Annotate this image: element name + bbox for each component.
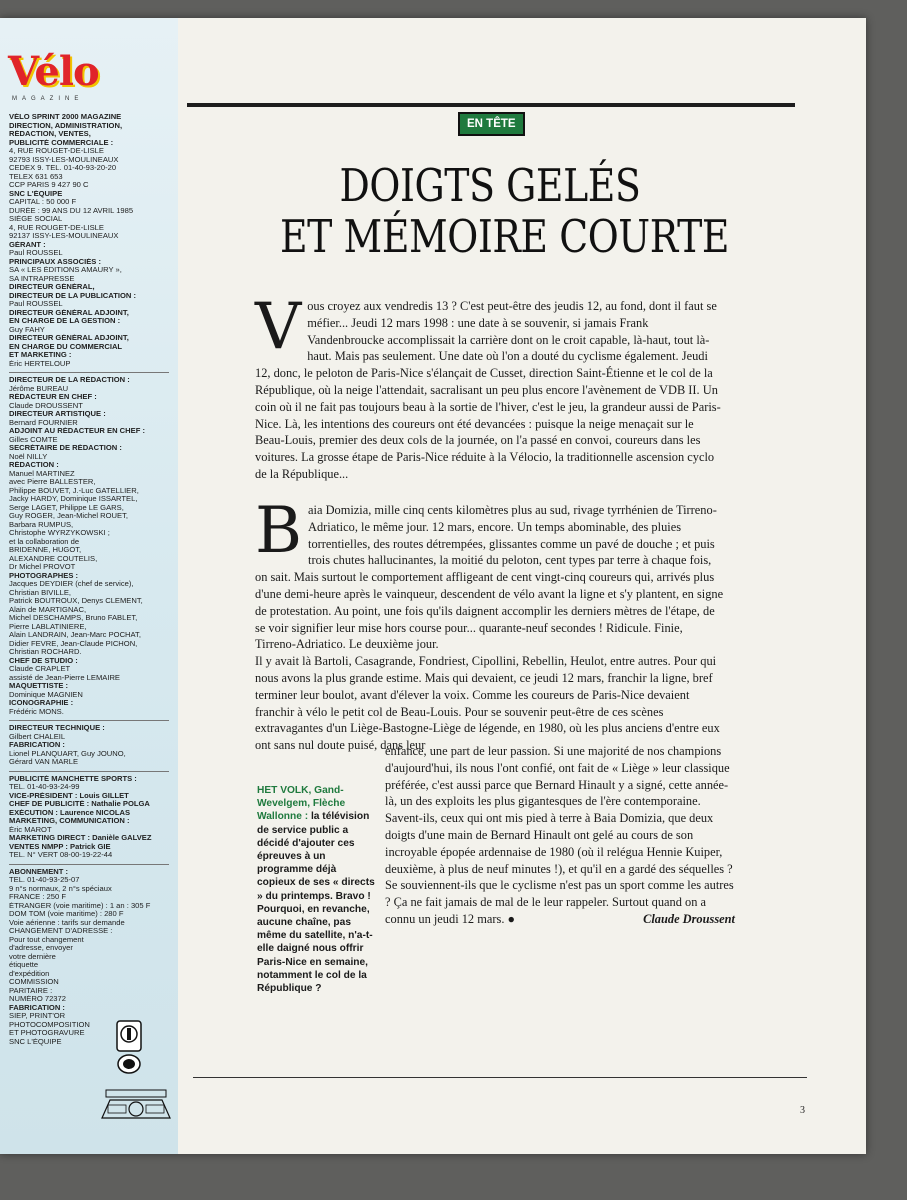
masthead-line: Christian BIVILLE, (9, 588, 72, 597)
paragraph-3-text: enfance, une part de leur passion. Si une majorité de nos champions d'aujourd'hui, ils nous l'ont confié, ont fait de « Liège » leur classique préférée, c'est aussi parce que Bernard Hinault y a signé, cette année-là, un des exploits les plus gigantesques de l'ère contemporaine. (385, 744, 730, 809)
masthead-line: Bernard FOURNIER (9, 418, 78, 427)
masthead-line: Barbara RUMPUS, (9, 520, 74, 529)
masthead-line: DIRECTEUR ARTISTIQUE : (9, 410, 106, 418)
masthead-separator (9, 372, 169, 373)
masthead-line: COMMISSION (9, 978, 59, 986)
masthead-line: Pour tout changement (9, 935, 84, 944)
masthead-line: Frédéric MONS. (9, 707, 64, 716)
masthead-line: Michel DESCHAMPS, Bruno FABLET, (9, 614, 138, 622)
masthead-line: étiquette (9, 961, 39, 969)
header-rule (187, 103, 795, 107)
masthead-line: TEL. N° VERT 08-00-19-22-44 (9, 851, 113, 859)
masthead-line: FABRICATION : (9, 741, 65, 749)
masthead-line: DIRECTEUR TECHNIQUE : (9, 724, 105, 732)
masthead-line: Guy FAHY (9, 325, 45, 334)
page-number: 3 (800, 1105, 805, 1116)
section-rubric: EN TÊTE (458, 112, 525, 136)
paragraph-2-text: aia Domizia, mille cinq cents kilomètres plus au sud, rivage tyrrhénien de Tirreno-Adriatico, le même jour. 12 mars, encore. Un temps abominable, des pluies torrentielles, des routes détrempées, glissantes comme un pavé de douche ; et puis trois chutes hallucinantes, la moitié du peloton, cent types par terre à chaque fois, on sait. Mais surtout le comportement affligeant de cent vingt-cinq coureurs qui, arrivés plus d'une demi-heure après le vainqueur, descendent de vélo avant la ligne et s'y plantent, en signe de protestation. Au point, une fois qu'ils daignent accomplir les derniers mètres de l'étape, de se voir signifier leur mise hors course pour... quarante-neuf secondes ! Ridicule. Finie, Tirreno-Adriatico. Le deuxième jour. (255, 503, 724, 652)
sidebar-note-highlight: HET VOLK, Gand-Wevelgem, Flèche Wallonne : (257, 785, 346, 823)
masthead-line: ET PHOTOGRAVURE (9, 1029, 85, 1037)
masthead-line: DOM TOM (voie maritime) : 280 F (9, 910, 124, 918)
masthead-line: Dr Michel PROVOT (9, 563, 76, 571)
masthead-line: TEL. 01-40-93-24-99 (9, 783, 80, 791)
masthead-line: ADJOINT AU RÉDACTEUR EN CHEF : (9, 427, 145, 435)
masthead-line: SIEP, PRINT'OR (9, 1012, 66, 1020)
masthead-line: VENTES NMPP : Patrick GIE (9, 842, 111, 851)
article-paragraph-2 (255, 494, 725, 754)
masthead-separator (9, 720, 169, 721)
dropcap-b: B (255, 494, 303, 568)
masthead-line: 92793 ISSY-LES-MOULINEAUX (9, 155, 119, 164)
masthead-line: DIRECTION, ADMINISTRATION, (9, 121, 123, 130)
masthead-line: Dominique MAGNIEN (9, 690, 83, 699)
masthead-line: Pierre LABLATINIERE, (9, 622, 87, 631)
masthead-line: CAPITAL : 50 000 F (9, 198, 77, 206)
masthead-line: PUBLICITÉ COMMERCIALE : (9, 138, 114, 147)
masthead-line: DIRECTEUR DE LA PUBLICATION : (9, 291, 136, 300)
masthead-line: FABRICATION : (9, 1003, 65, 1012)
masthead-line: Jacky HARDY, Dominique ISSARTEL, (9, 495, 138, 503)
article-paragraph-1 (255, 290, 725, 483)
masthead-line: avec Pierre BALLESTER, (9, 478, 96, 486)
masthead-line: RÉDACTION : (9, 461, 59, 469)
masthead-line: 92137 ISSY-LES-MOULINEAUX (9, 232, 119, 240)
paragraph-1-text: ous croyez aux vendredis 13 ? C'est peut-être des jeudis 12, au fond, dont il faut se méfier... Jeudi 12 mars 1998 : une date à se souvenir, si jamais Frank Vandenbroucke accomplissait la carrière dont on le croit capable, là-haut, tout là-haut. Mais pas seulement. Une date où l'on a douté du cyclisme également. Jeudi 12, donc, le peloton de Paris-Nice s'élançait de Cusset, direction Saint-Étienne et le col de la République, où la neige l'attendait, sacralisant un peu plus encore l'avènement de VDB II. Un coin où il ne fait pas toujours beau à la sortie de l'hiver, c'est le jeu, la grandeur aussi de Paris-Nice. Là, les intentions des coureurs ont été devancées : puisque la neige menaçait sur le Beau-Louis, premier des deux cols de la journée, on l'a passé en convoi, coureurs dans les voitures. La grosse étape de Paris-Nice réduite à la Vélocio, la traditionnelle ascension cyclo de la République... (255, 299, 721, 481)
masthead-line: 4, RUE ROUGET-DE-LISLE (9, 223, 104, 232)
logo-wordmark: Vélo (8, 48, 99, 95)
masthead-separator (9, 771, 169, 772)
masthead-line: Christian ROCHARD. (9, 648, 82, 656)
article-paragraph-3 (385, 743, 735, 928)
author-signature: Claude Droussent (643, 911, 735, 926)
masthead-line: ABONNEMENT : (9, 867, 69, 876)
masthead-line: SNC L'ÉQUIPE (9, 189, 63, 198)
masthead-line: Alain LANDRAIN, Jean-Marc POCHAT, (9, 631, 141, 639)
printer-stamp-icon (100, 1088, 172, 1122)
masthead-line: Jacques DEYDIER (chef de service), (9, 580, 134, 588)
masthead-line: Éric MAROT (9, 825, 52, 834)
masthead-line: SA INTRAPRESSE (9, 274, 75, 283)
masthead-separator (9, 864, 169, 865)
masthead-line: RÉDACTION, VENTES, (9, 130, 91, 138)
masthead-line: Guy ROGER, Jean-Michel ROUET, (9, 512, 128, 520)
masthead-line: EN CHARGE DU COMMERCIAL (9, 342, 123, 351)
masthead-line: ET MARKETING : (9, 351, 72, 359)
masthead-line: Noël NILLY (9, 452, 48, 461)
masthead-line: SNC L'ÉQUIPE (9, 1037, 62, 1046)
masthead-line: Voie aérienne : tarifs sur demande (9, 918, 125, 927)
masthead-line: BRIDENNE, HUGOT, (9, 546, 82, 554)
masthead-line: 9 n°s normaux, 2 n°s spéciaux (9, 884, 112, 893)
masthead-line: EXÉCUTION : Laurence NICOLAS (9, 808, 131, 817)
masthead-line: Manuel MARTINEZ (9, 469, 75, 478)
masthead-credits (9, 113, 175, 1046)
diffusion-controle-seal-icon (116, 1020, 142, 1080)
masthead-line: TELEX 631 653 (9, 172, 63, 181)
masthead-line: ICONOGRAPHIE : (9, 699, 74, 707)
masthead-line: Didier FEVRE, Jean-Claude PICHON, (9, 639, 138, 648)
masthead-line: Patrick BOUTROUX, Denys CLEMENT, (9, 597, 143, 605)
paragraph-4-text: Savent-ils, ceux qui ont mis pied à terre à Baia Domizia, que deux doigts d'une main de Bernard Hinault ont gelé au cours de son incroyable épopée ardennaise de 1980 (où il relégua Hennie Kuiper, deuxième, à plus de neuf minutes !), et qu'il en a gardé des séquelles ? Se souviennent-ils que le cyclisme n'est pas un sport comme les autres ? Ça ne fait jamais de mal de le leur rappeler. Surtout quand on a connu un jeudi 12 mars. ● (385, 811, 734, 926)
masthead-line: PARITAIRE : (9, 986, 53, 995)
masthead-line: CCP PARIS 9 427 90 C (9, 181, 89, 189)
masthead-line: Gilles COMTE (9, 435, 58, 444)
masthead-line: Claude CRAPLET (9, 665, 71, 673)
masthead-line: CHEF DE PUBLICITÉ : Nathalie POLGA (9, 800, 150, 808)
dropcap-v: V (255, 290, 302, 364)
masthead-line: PRINCIPAUX ASSOCIÉS : (9, 257, 101, 266)
masthead-line: et la collaboration de (9, 537, 80, 546)
masthead-line: Gilbert CHALEIL (9, 732, 66, 741)
masthead-line: MAQUETTISTE : (9, 682, 69, 690)
masthead-line: RÉDACTEUR EN CHEF : (9, 393, 97, 401)
masthead-line: d'expédition (9, 969, 50, 978)
masthead-line: SECRÉTAIRE DE RÉDACTION : (9, 444, 122, 452)
paragraph-2b-text: Il y avait là Bartoli, Casagrande, Fondriest, Cipollini, Rebellin, Heulot, entre autres. Pour qui nous avons la plus grande estime. Mais qui devaient, ce jeudi 12 mars, franchir la ligne, bref terminer leur boulot, avant d'élever la voix. Comme les coureurs de Paris-Nice devaient franchir à vélo le petit col de Beau-Louis. Pour se souvenir peut-être de ces scènes extravagantes d'un Liège-Bastogne-Liège de légende, en 1980, où les plus anciens d'entre eux ont sans nul doute puisé, dans leur (255, 654, 720, 753)
headline-line-1: DOIGTS GELÉS (339, 159, 641, 212)
masthead-line: Éric HERTELOUP (9, 359, 71, 368)
logo-subtitle: MAGAZINE (12, 96, 84, 102)
masthead-line: Serge LAGET, Philippe LE GARS, (9, 503, 124, 512)
masthead-line: ALEXANDRE COUTELIS, (9, 554, 98, 563)
masthead-line: Alain de MARTIGNAC, (9, 605, 87, 614)
masthead-line: EN CHARGE DE LA GESTION : (9, 317, 121, 325)
masthead-line: DURÉE : 99 ANS DU 12 AVRIL 1985 (9, 206, 134, 215)
masthead-line: 4, RUE ROUGET-DE-LISLE (9, 147, 104, 155)
masthead-line: Lionel PLANQUART, Guy JOUNO, (9, 749, 126, 758)
masthead-line: Philippe BOUVET, J.-Luc GATELLIER, (9, 486, 139, 495)
masthead-line: DIRECTEUR GÉNÉRAL ADJOINT, (9, 308, 129, 317)
article-headline (280, 159, 730, 263)
velo-logo (8, 48, 100, 104)
masthead-line: Christophe WYRZYKOWSKI ; (9, 529, 110, 537)
masthead-line: Jérôme BUREAU (9, 384, 69, 393)
headline-line-2: ET MÉMOIRE COURTE (280, 210, 730, 263)
masthead-line: TEL. 01-40-93-25-07 (9, 876, 80, 884)
masthead-line: CHEF DE STUDIO : (9, 656, 78, 665)
masthead-line: MARKETING, COMMUNICATION : (9, 817, 130, 825)
masthead-line: MARKETING DIRECT : Danièle GALVEZ (9, 834, 152, 842)
masthead-line: PHOTOCOMPOSITION (9, 1020, 90, 1029)
masthead-line: PHOTOGRAPHES : (9, 571, 79, 580)
masthead-line: CHANGEMENT D'ADRESSE : (9, 927, 113, 935)
masthead-line: VÉLO SPRINT 2000 MAGAZINE (9, 113, 122, 121)
masthead-line: Gérard VAN MARLE (9, 758, 79, 766)
masthead-line: DIRECTEUR GÉNÉRAL, (9, 283, 95, 291)
masthead-line: FRANCE : 250 F (9, 893, 66, 901)
masthead-line: VICE-PRÉSIDENT : Louis GILLET (9, 791, 129, 800)
masthead-line: SIÈGE SOCIAL (9, 215, 63, 223)
footer-rule (193, 1077, 807, 1078)
masthead-line: Paul ROUSSEL (9, 249, 63, 257)
masthead-line: SA « LES ÉDITIONS AMAURY », (9, 266, 122, 274)
masthead-line: NUMÉRO 72372 (9, 995, 66, 1003)
sidebar-note (257, 784, 375, 995)
masthead-line: PUBLICITÉ MANCHETTE SPORTS : (9, 774, 137, 783)
masthead-line: assisté de Jean-Pierre LEMAIRE (9, 673, 120, 682)
masthead-line: DIRECTEUR DE LA RÉDACTION : (9, 376, 130, 384)
masthead-line: DIRECTEUR GÉNÉRAL ADJOINT, (9, 334, 129, 342)
sidebar-note-body: la télévision de service public a décidé d'ajouter ces épreuves à un programme déjà copieux de ses « directs » du printemps. Bravo ! Pourquoi, en revanche, aucune chaîne, pas même du satellite, n'a-t-elle daigné nous offrir Paris-Nice en semaine, notamment le col de la République ? (257, 811, 375, 995)
masthead-line: Claude DROUSSENT (9, 401, 83, 410)
masthead-line: d'adresse, envoyer (9, 944, 73, 952)
masthead-line: GÉRANT : (9, 240, 46, 249)
masthead-line: Paul ROUSSEL (9, 300, 63, 308)
masthead-line: votre dernière (9, 952, 56, 961)
masthead-line: CEDEX 9. TEL. 01-40-93-20-20 (9, 164, 117, 172)
masthead-line: ÉTRANGER (voie maritime) : 1 an : 305 F (9, 901, 151, 910)
